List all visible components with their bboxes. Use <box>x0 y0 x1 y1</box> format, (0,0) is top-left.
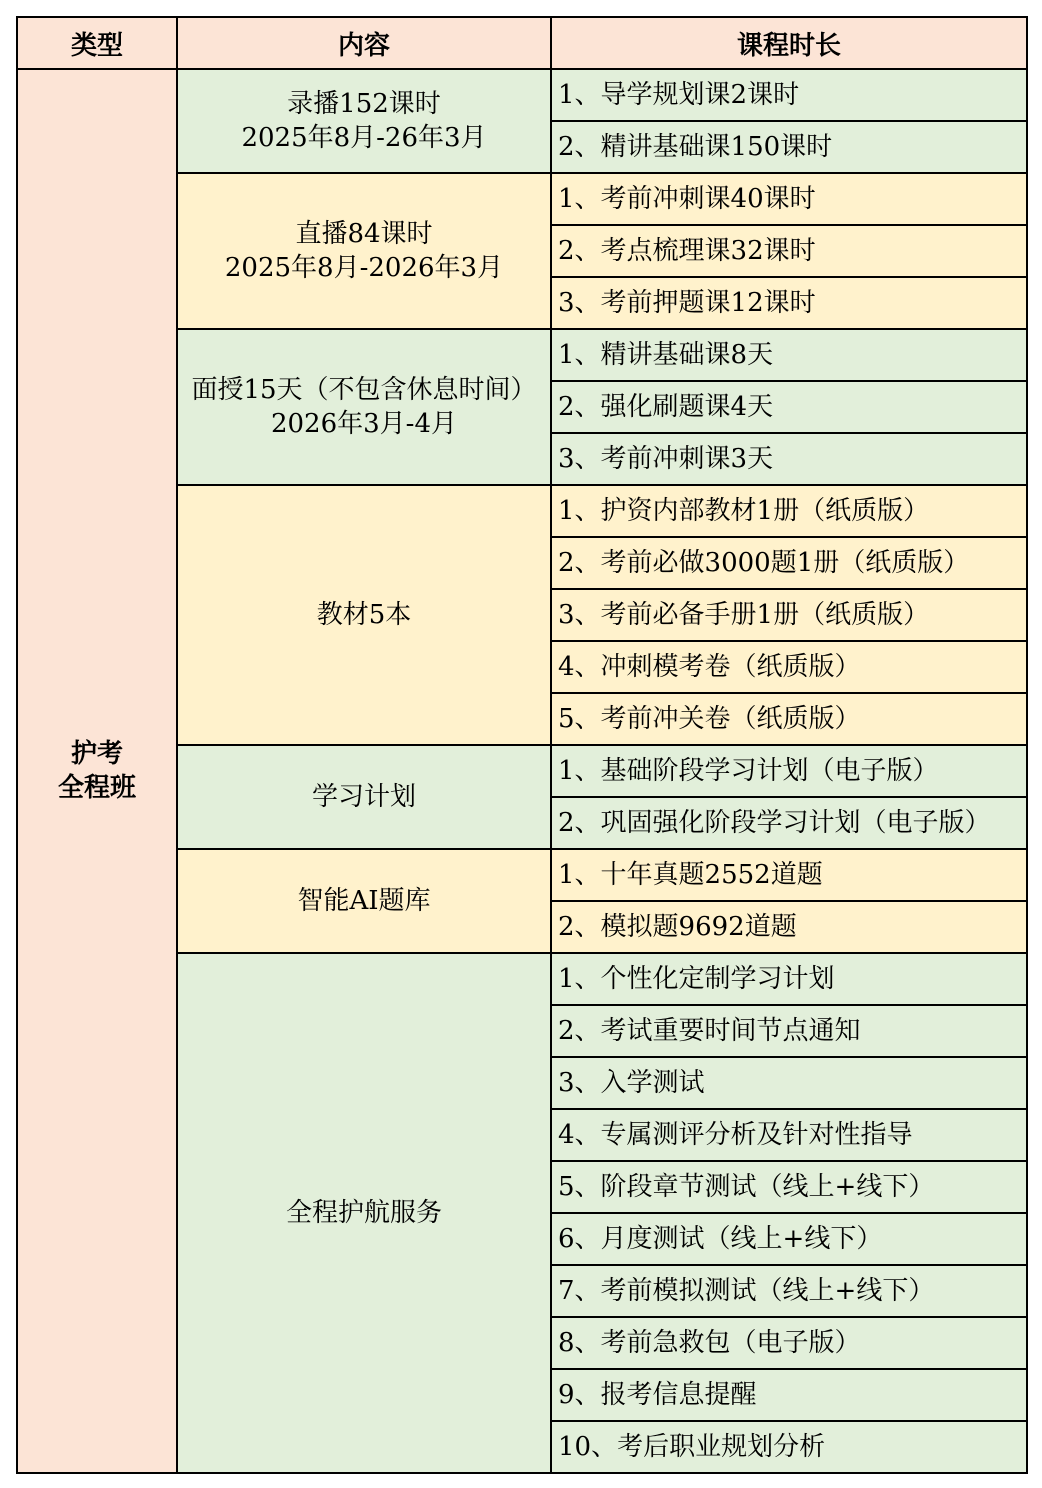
duration-cell: 1、考前冲刺课40课时 <box>551 173 1027 225</box>
duration-cell: 9、报考信息提醒 <box>551 1369 1027 1421</box>
content-line: 2026年3月-4月 <box>270 409 458 439</box>
content-line: 2025年8月-26年3月 <box>241 123 487 153</box>
content-line: 面授15天（不包含休息时间） <box>191 375 537 405</box>
duration-cell: 2、考点梳理课32课时 <box>551 225 1027 277</box>
content-line: 直播84课时 <box>295 219 433 249</box>
header-type: 类型 <box>17 17 177 69</box>
content-line: 教材5本 <box>316 600 412 630</box>
duration-cell: 4、冲刺模考卷（纸质版） <box>551 641 1027 693</box>
content-cell <box>177 173 551 329</box>
duration-cell: 5、考前冲关卷（纸质版） <box>551 693 1027 745</box>
duration-cell: 3、考前必备手册1册（纸质版） <box>551 589 1027 641</box>
duration-cell: 1、导学规划课2课时 <box>551 69 1027 121</box>
content-cell <box>177 953 551 1473</box>
content-cell <box>177 329 551 485</box>
duration-cell: 4、专属测评分析及针对性指导 <box>551 1109 1027 1161</box>
duration-cell: 1、十年真题2552道题 <box>551 849 1027 901</box>
content-cell <box>177 745 551 849</box>
duration-cell: 6、月度测试（线上+线下） <box>551 1213 1027 1265</box>
duration-cell: 2、强化刷题课4天 <box>551 381 1027 433</box>
duration-cell: 8、考前急救包（电子版） <box>551 1317 1027 1369</box>
duration-cell: 2、巩固强化阶段学习计划（电子版） <box>551 797 1027 849</box>
type-cell <box>17 69 177 1473</box>
header-content: 内容 <box>177 17 551 69</box>
content-cell <box>177 69 551 173</box>
table-row <box>17 69 1027 121</box>
content-line: 2025年8月-2026年3月 <box>224 253 504 283</box>
duration-cell: 2、考试重要时间节点通知 <box>551 1005 1027 1057</box>
header-row <box>17 17 1027 69</box>
content-line: 智能AI题库 <box>297 886 431 916</box>
content-cell <box>177 849 551 953</box>
header-duration: 课程时长 <box>551 17 1027 69</box>
duration-cell: 2、模拟题9692道题 <box>551 901 1027 953</box>
duration-cell: 5、阶段章节测试（线上+线下） <box>551 1161 1027 1213</box>
duration-cell: 3、考前冲刺课3天 <box>551 433 1027 485</box>
duration-cell: 7、考前模拟测试（线上+线下） <box>551 1265 1027 1317</box>
duration-cell: 1、个性化定制学习计划 <box>551 953 1027 1005</box>
duration-cell: 1、精讲基础课8天 <box>551 329 1027 381</box>
type-label-line1: 护考 <box>70 739 123 769</box>
duration-cell: 1、护资内部教材1册（纸质版） <box>551 485 1027 537</box>
duration-cell: 3、入学测试 <box>551 1057 1027 1109</box>
duration-cell: 2、考前必做3000题1册（纸质版） <box>551 537 1027 589</box>
duration-cell: 10、考后职业规划分析 <box>551 1421 1027 1473</box>
duration-cell: 1、基础阶段学习计划（电子版） <box>551 745 1027 797</box>
type-label-line2: 全程班 <box>57 773 136 803</box>
content-cell <box>177 485 551 745</box>
table-body <box>17 69 1027 1473</box>
content-line: 录播152课时 <box>287 89 441 119</box>
duration-cell: 3、考前押题课12课时 <box>551 277 1027 329</box>
content-line: 学习计划 <box>311 782 416 812</box>
course-table <box>16 16 1028 1474</box>
content-line: 全程护航服务 <box>285 1198 442 1228</box>
duration-cell: 2、精讲基础课150课时 <box>551 121 1027 173</box>
